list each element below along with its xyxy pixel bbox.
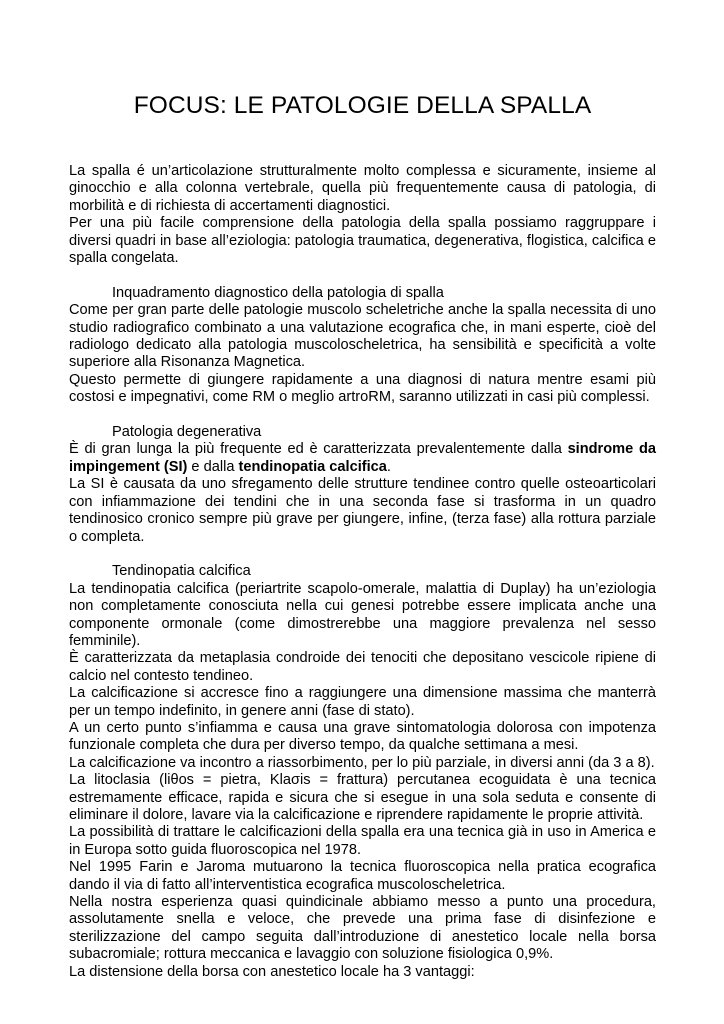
diagnostic-paragraph-2: Questo permette di giungere rapidamente a una diagnosi di natura mentre esami più costosi e impegnativi, come RM o meglio artroRM, saranno utilizzati in casi più complessi. <box>69 371 656 406</box>
spacer <box>69 546 656 563</box>
calcific-paragraph: Nel 1995 Farin e Jaroma mutuarono la tecnica fluoroscopica nella pratica ecografica dando il via di fatto all’interventistica ecografica muscoloscheletrica. <box>69 859 656 893</box>
degenerative-paragraph-2: La SI è causata da uno sfregamento delle strutture tendinee contro quelle osteoarticolari con infiammazione dei tendini che in una seconda fase si trasforma in un quadro tendinosico cronico sempre più grave per giungere, infine, (terza fase) alla rottura parziale o completa. <box>69 476 656 545</box>
calcific-paragraph: È caratterizzata da metaplasia condroide dei tenociti che depositano vescicole ripiene di calcio nel contesto tendineo. <box>69 650 656 684</box>
calcific-paragraph: La calcificazione si accresce fino a raggiungere una dimensione massima che manterrà per un tempo indefinito, in genere anni (fase di stato). <box>69 685 656 719</box>
document-body <box>69 163 656 981</box>
section-heading-degenerative: Patologia degenerativa <box>112 424 262 441</box>
bold-term-calcific: tendinopatia calcifica <box>238 458 387 475</box>
spacer <box>69 407 656 424</box>
degenerative-text: . <box>386 458 391 475</box>
degenerative-paragraph-1 <box>69 441 656 476</box>
section-heading-diagnostic: Inquadramento diagnostico della patologia di spalla <box>112 284 444 301</box>
diagnostic-paragraph-1: Come per gran parte delle patologie muscolo scheletriche anche la spalla necessita di uno studio radiografico combinato a una valutazione ecografica che, in mani esperte, cioè del radiologo dedicato alla patologia muscoloscheletrica, ha sensibilità e specificità a volte superiore alla Risonanza Magnetica. <box>69 302 656 371</box>
calcific-paragraph: A un certo punto s’infiamma e causa una grave sintomatologia dolorosa con impotenza funzionale completa che dura per diverso tempo, da qualche settimana a mesi. <box>69 719 656 754</box>
calcific-paragraph: Nella nostra esperienza quasi quindicinale abbiamo messo a punto una procedura, assolutamente snella e veloce, che prevede una prima fase di disinfezione e sterilizzazione del campo seguita dall’introduzione di anestetico locale nella borsa subacromiale; rottura meccanica e lavaggio con soluzione fisiologica 0,9%. <box>69 894 656 963</box>
calcific-paragraph: La litoclasia (liθos = pietra, Klaσis = frattura) percutanea ecoguidata è una tecnica estremamente efficace, rapida e sicura che si esegue in una sola seduta e consente di eliminare il dolore, lavare via la calcificazione e riprendere rapidamente le proprie attività. <box>69 772 656 823</box>
calcific-paragraph: La possibilità di trattare le calcificazioni della spalla era una tecnica già in uso in America e in Europa sotto guida fluoroscopica nel 1978. <box>69 824 656 858</box>
degenerative-text: È di gran lunga la più frequente ed è caratterizzata prevalentemente dalla <box>69 441 568 458</box>
intro-paragraph-1: La spalla é un’articolazione strutturalmente molto complessa e sicuramente, insieme al ginocchio e alla colonna vertebrale, quella più frequentemente causa di patologia, di morbilità e di richiesta di accertamenti diagnostici. <box>69 163 656 214</box>
degenerative-text: e dalla <box>187 458 239 475</box>
spacer <box>69 267 656 284</box>
calcific-paragraph: La calcificazione va incontro a riassorbimento, per lo più parziale, in diversi anni (da 3 a 8). <box>69 754 655 771</box>
bold-term-impingement: sindrome da impingement (SI) <box>69 441 656 475</box>
calcific-paragraph: La distensione della borsa con anestetico locale ha 3 vantaggi: <box>69 963 475 980</box>
intro-paragraph-2: Per una più facile comprensione della patologia della spalla possiamo raggruppare i diversi quadri in base all’eziologia: patologia traumatica, degenerativa, flogistica, calcifica e spalla congelata. <box>69 215 656 267</box>
page-title: FOCUS: LE PATOLOGIE DELLA SPALLA <box>133 92 592 119</box>
calcific-paragraph: La tendinopatia calcifica (periartrite scapolo-omerale, malattia di Duplay) ha un’eziologia non completamente conosciuta nella cui genesi potrebbe essere implicata anche una componente ormonale (come dimostrerebbe una maggiore prevalenza nel sesso femminile). <box>69 580 656 649</box>
section-heading-calcific: Tendinopatia calcifica <box>112 563 251 580</box>
